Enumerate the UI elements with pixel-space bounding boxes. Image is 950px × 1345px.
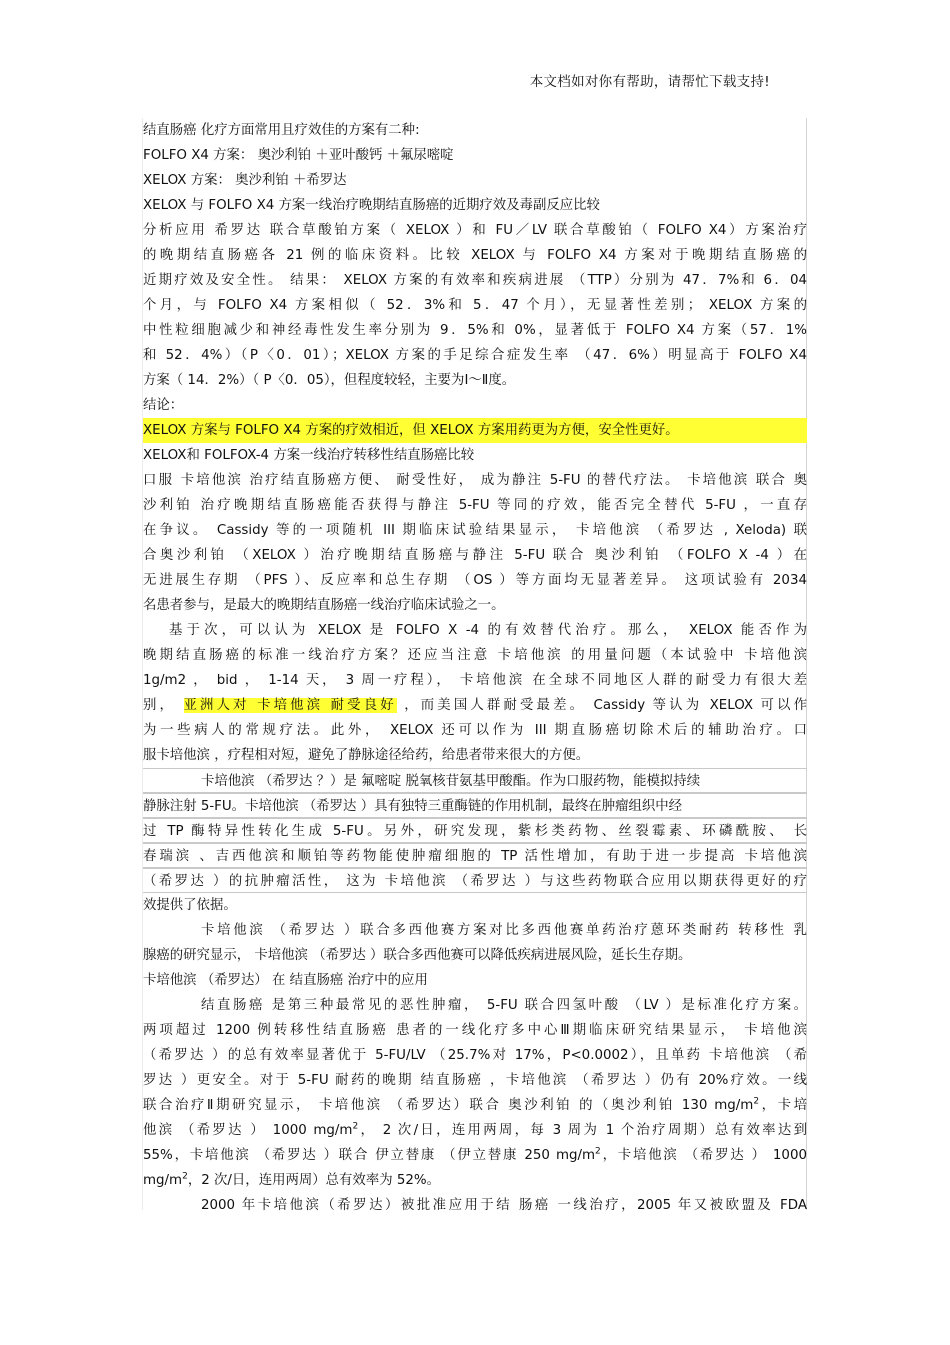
paragraph-line: 口服 卡培他滨 治疗结直肠癌方便、 耐受性好， 成为静注 5-FU 的替代疗法。 卡培他滨 联合 奥 bbox=[143, 473, 807, 488]
paragraph-line: 为一些病人的常规疗法。此外， XELOX 还可以作为 III 期直肠癌切除术后的辅助治疗。口 bbox=[143, 723, 807, 738]
paragraph-line: 结直肠癌 是第三种最常见的恶性肿瘤， 5-FU 联合四氢叶酸 （LV ）是标准化疗方案。 bbox=[201, 998, 807, 1013]
paragraph-line: 结论： bbox=[143, 398, 184, 413]
paragraph-line: 1g/m2 ， bid ， 1-14 天， 3 周一疗程）， 卡培他滨 在全球不同地区人群的耐受力有很大差 bbox=[143, 673, 807, 688]
text-segment: 联合治疗Ⅱ期研究显示， 卡培他滨 （希罗达）联合 奥沙利铂 的（奥沙利铂 130 mg/m bbox=[143, 1098, 754, 1113]
text-segment: 55%，卡培他滨 （希罗达 ）联合 伊立替康 （伊立替康 250 mg/m bbox=[143, 1148, 596, 1163]
paragraph-line: XELOX 与 FOLFO X4 方案一线治疗晚期结直肠癌的近期疗效及毒副反应比较 bbox=[143, 198, 600, 213]
paragraph-line: FOLFO X4 方案： 奥沙利铂 ＋亚叶酸钙 ＋氟尿嘧啶 bbox=[143, 148, 454, 163]
paragraph-line: 卡培他滨 （希罗达 ？）是 氟嘧啶 脱氧核苷氨基甲酸酯。作为口服药物，能模拟持续 bbox=[143, 768, 807, 793]
paragraph-line: 静脉注射 5-FU。卡培他滨 （希罗达 ）具有独特三重酶链的作用机制，最终在肿瘤组织中经 bbox=[143, 793, 807, 818]
text-segment: ， 2 次/日，连用两周，每 3 周为 1 个治疗周期）总有效率达到 bbox=[358, 1123, 807, 1138]
text-segment: ，2 次/日，连用两周）总有效率为 52%。 bbox=[187, 1173, 441, 1188]
paragraph-line: 在争议。 Cassidy 等的一项随机 III 期临床试验结果显示， 卡培他滨 （希罗达 , Xeloda) 联 bbox=[143, 523, 807, 538]
paragraph-line bbox=[143, 1168, 807, 1193]
paragraph-line: 结直肠癌 化疗方面常用且疗效佳的方案有二种: bbox=[143, 123, 420, 138]
text-segment: 他滨 （希罗达 ） 1000 mg/m bbox=[143, 1123, 353, 1138]
paragraph-line: 无进展生存期 （PFS ）、反应率和总生存期 （OS ）等方面均无显著差异。 这项试验有 2034 bbox=[143, 573, 807, 588]
paragraph-line: 中性粒细胞减少和神经毒性发生率分别为 9．5%和 0%，显著低于 FOLFO X4 方案（57．1% bbox=[143, 323, 807, 338]
paragraph-line: 过 TP 酶特异性转化生成 5-FU。另外，研究发现，紫杉类药物、丝裂霉素、环磷酰胺、 长 bbox=[143, 818, 807, 843]
paragraph-line: XELOX和 FOLFOX-4 方案一线治疗转移性结直肠癌比较 bbox=[143, 448, 475, 463]
paragraph-line: 分析应用 希罗达 联合草酸铂方案（ XELOX ）和 FU／LV 联合草酸铂（ FOLFO X4）方案治疗 bbox=[143, 223, 807, 238]
paragraph-line: 和 52．4%）（P〈0．01）；XELOX 方案的手足综合症发生率 （47．6%）明显高于 FOLFO X4 bbox=[143, 348, 807, 363]
paragraph-line: （希罗达 ）的抗肿瘤活性， 这为 卡培他滨 （希罗达 ）与这些药物联合应用以期获得更好的疗 bbox=[143, 868, 807, 893]
paragraph-line: 基于次，可以认为 XELOX 是 FOLFO X -4 的有效替代治疗。那么， XELOX 能否作为 bbox=[169, 623, 807, 638]
superscript: 2 bbox=[595, 1146, 601, 1157]
paragraph-line: 名患者参与，是最大的晚期结直肠癌一线治疗临床试验之一。 bbox=[143, 598, 505, 613]
paragraph-line: XELOX 方案： 奥沙利铂 ＋希罗达 bbox=[143, 173, 347, 188]
paragraph-line: 近期疗效及安全性。 结果： XELOX 方案的有效率和疾病进展 （TTP）分别为 47．7%和 6．04 bbox=[143, 273, 807, 288]
paragraph-line: XELOX 方案与 FOLFO X4 方案的疗效相近，但 XELOX 方案用药更为方便，安全性更好。 bbox=[143, 418, 807, 443]
paragraph-line: 罗达 ）更安全。对于 5-FU 耐药的晚期 结直肠癌 ，卡培他滨 （希罗达 ）仍有 20%疗效。一线 bbox=[143, 1073, 807, 1088]
paragraph-line bbox=[143, 693, 807, 718]
paragraph-line: 2000 年卡培他滨（希罗达）被批准应用于结 肠癌 一线治疗，2005 年又被欧盟及 FDA bbox=[201, 1198, 807, 1213]
paragraph-line bbox=[143, 1143, 807, 1168]
text-segment: ，而美国人群耐受最差。 Cassidy 等认为 XELOX 可以作 bbox=[396, 698, 807, 713]
paragraph-line bbox=[143, 1093, 807, 1118]
paragraph-line: 合奥沙利铂 （XELOX ）治疗晚期结直肠癌与静注 5-FU 联合 奥沙利铂 （FOLFO X -4 ）在 bbox=[143, 548, 807, 563]
document-body bbox=[143, 118, 807, 1218]
paragraph-line: 晚期结直肠癌的标准一线治疗方案？还应当注意 卡培他滨 的用量问题（本试验中 卡培他滨 bbox=[143, 648, 807, 663]
text-segment: ，卡培他滨 （希罗达 ） 1000 bbox=[600, 1148, 807, 1163]
superscript: 2 bbox=[352, 1121, 359, 1132]
paragraph-line: （希罗达 ）的总有效率显著优于 5-FU/LV （25.7%对 17%，P<0.0002），且单药 卡培他滨 （希 bbox=[143, 1048, 807, 1063]
paragraph-line bbox=[143, 1118, 807, 1143]
paragraph-line: 沙利铂 治疗晚期结直肠癌能否获得与静注 5-FU 等同的疗效，能否完全替代 5-FU ，一直存 bbox=[143, 498, 807, 513]
superscript: 2 bbox=[182, 1171, 188, 1182]
paragraph-line: 效提供了依据。 bbox=[143, 898, 237, 913]
paragraph-line: 卡培他滨 （希罗达 ）联合多西他赛方案对比多西他赛单药治疗蒽环类耐药 转移性 乳 bbox=[201, 923, 807, 938]
highlighted-text: 亚洲人对 卡培他滨 耐受良好 bbox=[183, 698, 397, 713]
text-segment: 别， bbox=[143, 698, 184, 713]
page-header-note: 本文档如对你有帮助，请帮忙下载支持! bbox=[529, 74, 770, 90]
paragraph-line: 服卡培他滨 ，疗程相对短，避免了静脉途径给药，给患者带来很大的方便。 bbox=[143, 748, 590, 763]
paragraph-line: 两项超过 1200 例转移性结直肠癌 患者的一线化疗多中心Ⅲ期临床研究结果显示， 卡培他滨 bbox=[143, 1023, 807, 1038]
text-segment: ，卡培 bbox=[759, 1098, 807, 1113]
text-segment: mg/m bbox=[143, 1173, 183, 1188]
paragraph-line: 个月，与 FOLFO X4 方案相似（ 52．3%和 5．47 个月），无显著性差别； XELOX 方案的 bbox=[143, 298, 807, 313]
paragraph-line: 春瑞滨 、吉西他滨和顺铂等药物能使肿瘤细胞的 TP 活性增加，有助于进一步提高 卡培他滨 bbox=[143, 843, 807, 868]
paragraph-line: 卡培他滨 （希罗达） 在 结直肠癌 治疗中的应用 bbox=[143, 973, 428, 988]
paragraph-line: 的晚期结直肠癌各 21 例的临床资料。比较 XELOX 与 FOLFO X4 方案对于晚期结直肠癌的 bbox=[143, 248, 807, 263]
paragraph-line: 腺癌的研究显示， 卡培他滨 （希罗达 ）联合多西他赛可以降低疾病进展风险，延长生存期。 bbox=[143, 948, 692, 963]
superscript: 2 bbox=[753, 1096, 760, 1107]
paragraph-line: 方案（ 14．2%）（ P〈0．05），但程度较轻，主要为Ⅰ～Ⅱ度。 bbox=[143, 373, 516, 388]
